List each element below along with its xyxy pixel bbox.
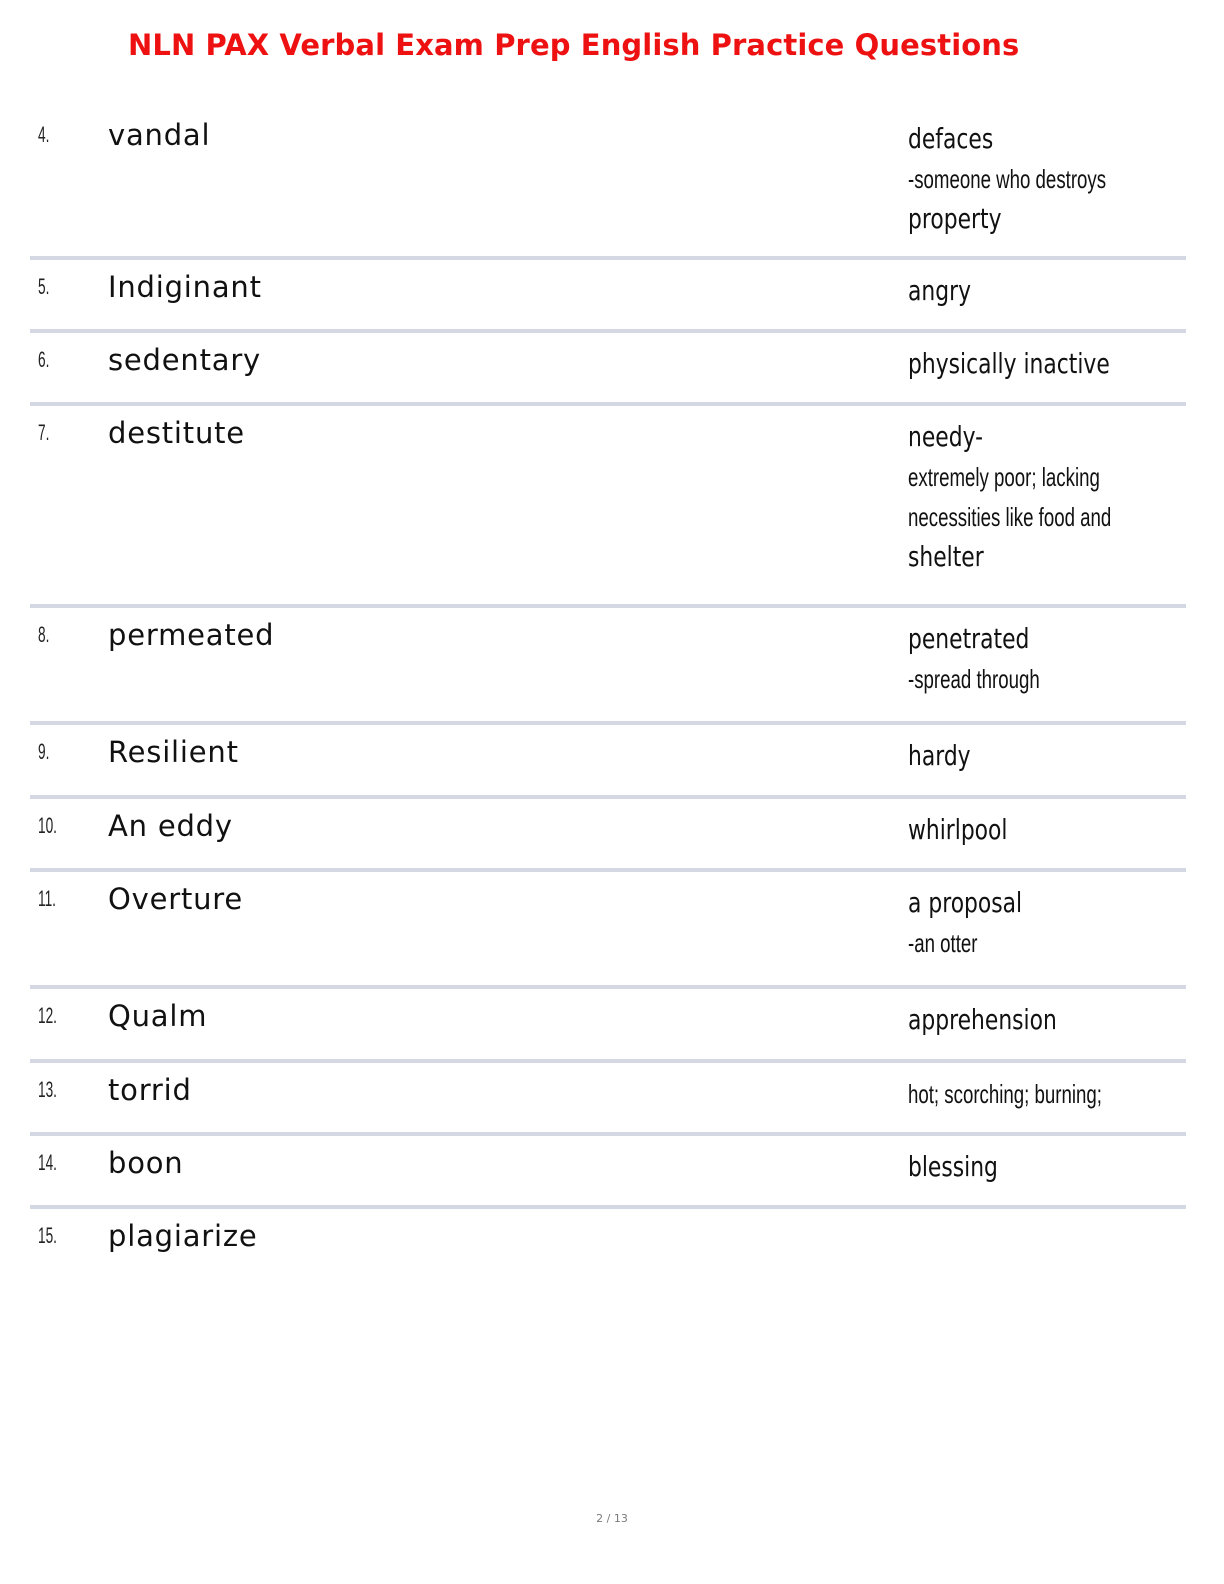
card-definition	[908, 883, 1220, 963]
card-definition	[908, 810, 1220, 850]
card-term: permeated	[108, 618, 275, 652]
card-number: 14.	[38, 1150, 57, 1175]
flashcard-row	[30, 608, 1186, 725]
definition-line: blessing	[908, 1150, 998, 1183]
flashcard-row	[30, 725, 1186, 799]
card-number: 7.	[38, 420, 50, 445]
flashcard-row	[30, 333, 1186, 406]
definition-line: angry	[908, 274, 971, 307]
card-number: 9.	[38, 739, 50, 764]
card-definition	[908, 119, 1220, 239]
card-number: 6.	[38, 347, 50, 372]
card-term: Qualm	[108, 999, 208, 1033]
page-title: NLN PAX Verbal Exam Prep English Practice Questions	[128, 28, 1020, 62]
card-term: destitute	[108, 416, 245, 450]
card-definition	[908, 271, 1220, 311]
card-number: 12.	[38, 1003, 57, 1028]
definition-line: defaces	[908, 122, 994, 155]
card-definition	[908, 1074, 1220, 1114]
card-number: 11.	[38, 886, 56, 911]
card-term: Indiginant	[108, 270, 262, 304]
definition-line: property	[908, 202, 1002, 235]
definition-line: whirlpool	[908, 813, 1008, 846]
card-definition	[908, 344, 1220, 384]
card-number: 4.	[38, 122, 50, 147]
flashcard-row	[30, 989, 1186, 1063]
flashcard-row	[30, 799, 1186, 872]
card-term: torrid	[108, 1073, 192, 1107]
definition-line: -spread through	[908, 664, 1040, 694]
card-number: 10.	[38, 813, 57, 838]
flashcard-row	[30, 108, 1186, 260]
definition-line: necessities like food and	[908, 502, 1112, 532]
card-term: plagiarize	[108, 1219, 258, 1253]
card-term: Resilient	[108, 735, 239, 769]
card-definition	[908, 736, 1220, 776]
definition-line: shelter	[908, 540, 984, 573]
card-number: 5.	[38, 274, 50, 299]
card-definition	[908, 417, 1220, 577]
definition-line: a proposal	[908, 886, 1023, 919]
card-term: An eddy	[108, 809, 233, 843]
card-number: 15.	[38, 1223, 57, 1248]
definition-line: hardy	[908, 739, 971, 772]
card-definition	[908, 1000, 1220, 1040]
definition-line: -an otter	[908, 928, 978, 958]
card-term: Overture	[108, 882, 244, 916]
card-term: boon	[108, 1146, 184, 1180]
page-indicator: 2 / 13	[596, 1512, 628, 1525]
flashcard-list	[30, 108, 1186, 1279]
definition-line: apprehension	[908, 1003, 1057, 1036]
flashcard-row	[30, 260, 1186, 333]
flashcard-row	[30, 1136, 1186, 1209]
card-number: 13.	[38, 1077, 57, 1102]
flashcard-row	[30, 1063, 1186, 1136]
definition-line: penetrated	[908, 622, 1030, 655]
flashcard-row	[30, 872, 1186, 989]
definition-line: physically inactive	[908, 347, 1110, 380]
card-term: vandal	[108, 118, 211, 152]
definition-line: hot; scorching; burning;	[908, 1079, 1102, 1109]
card-definition	[908, 1147, 1220, 1187]
flashcard-row	[30, 1209, 1186, 1279]
card-number: 8.	[38, 622, 50, 647]
definition-line: extremely poor; lacking	[908, 462, 1100, 492]
definition-line: needy-	[908, 420, 984, 453]
card-definition	[908, 619, 1220, 699]
flashcard-row	[30, 406, 1186, 608]
definition-line: -someone who destroys	[908, 164, 1107, 194]
card-term: sedentary	[108, 343, 262, 377]
